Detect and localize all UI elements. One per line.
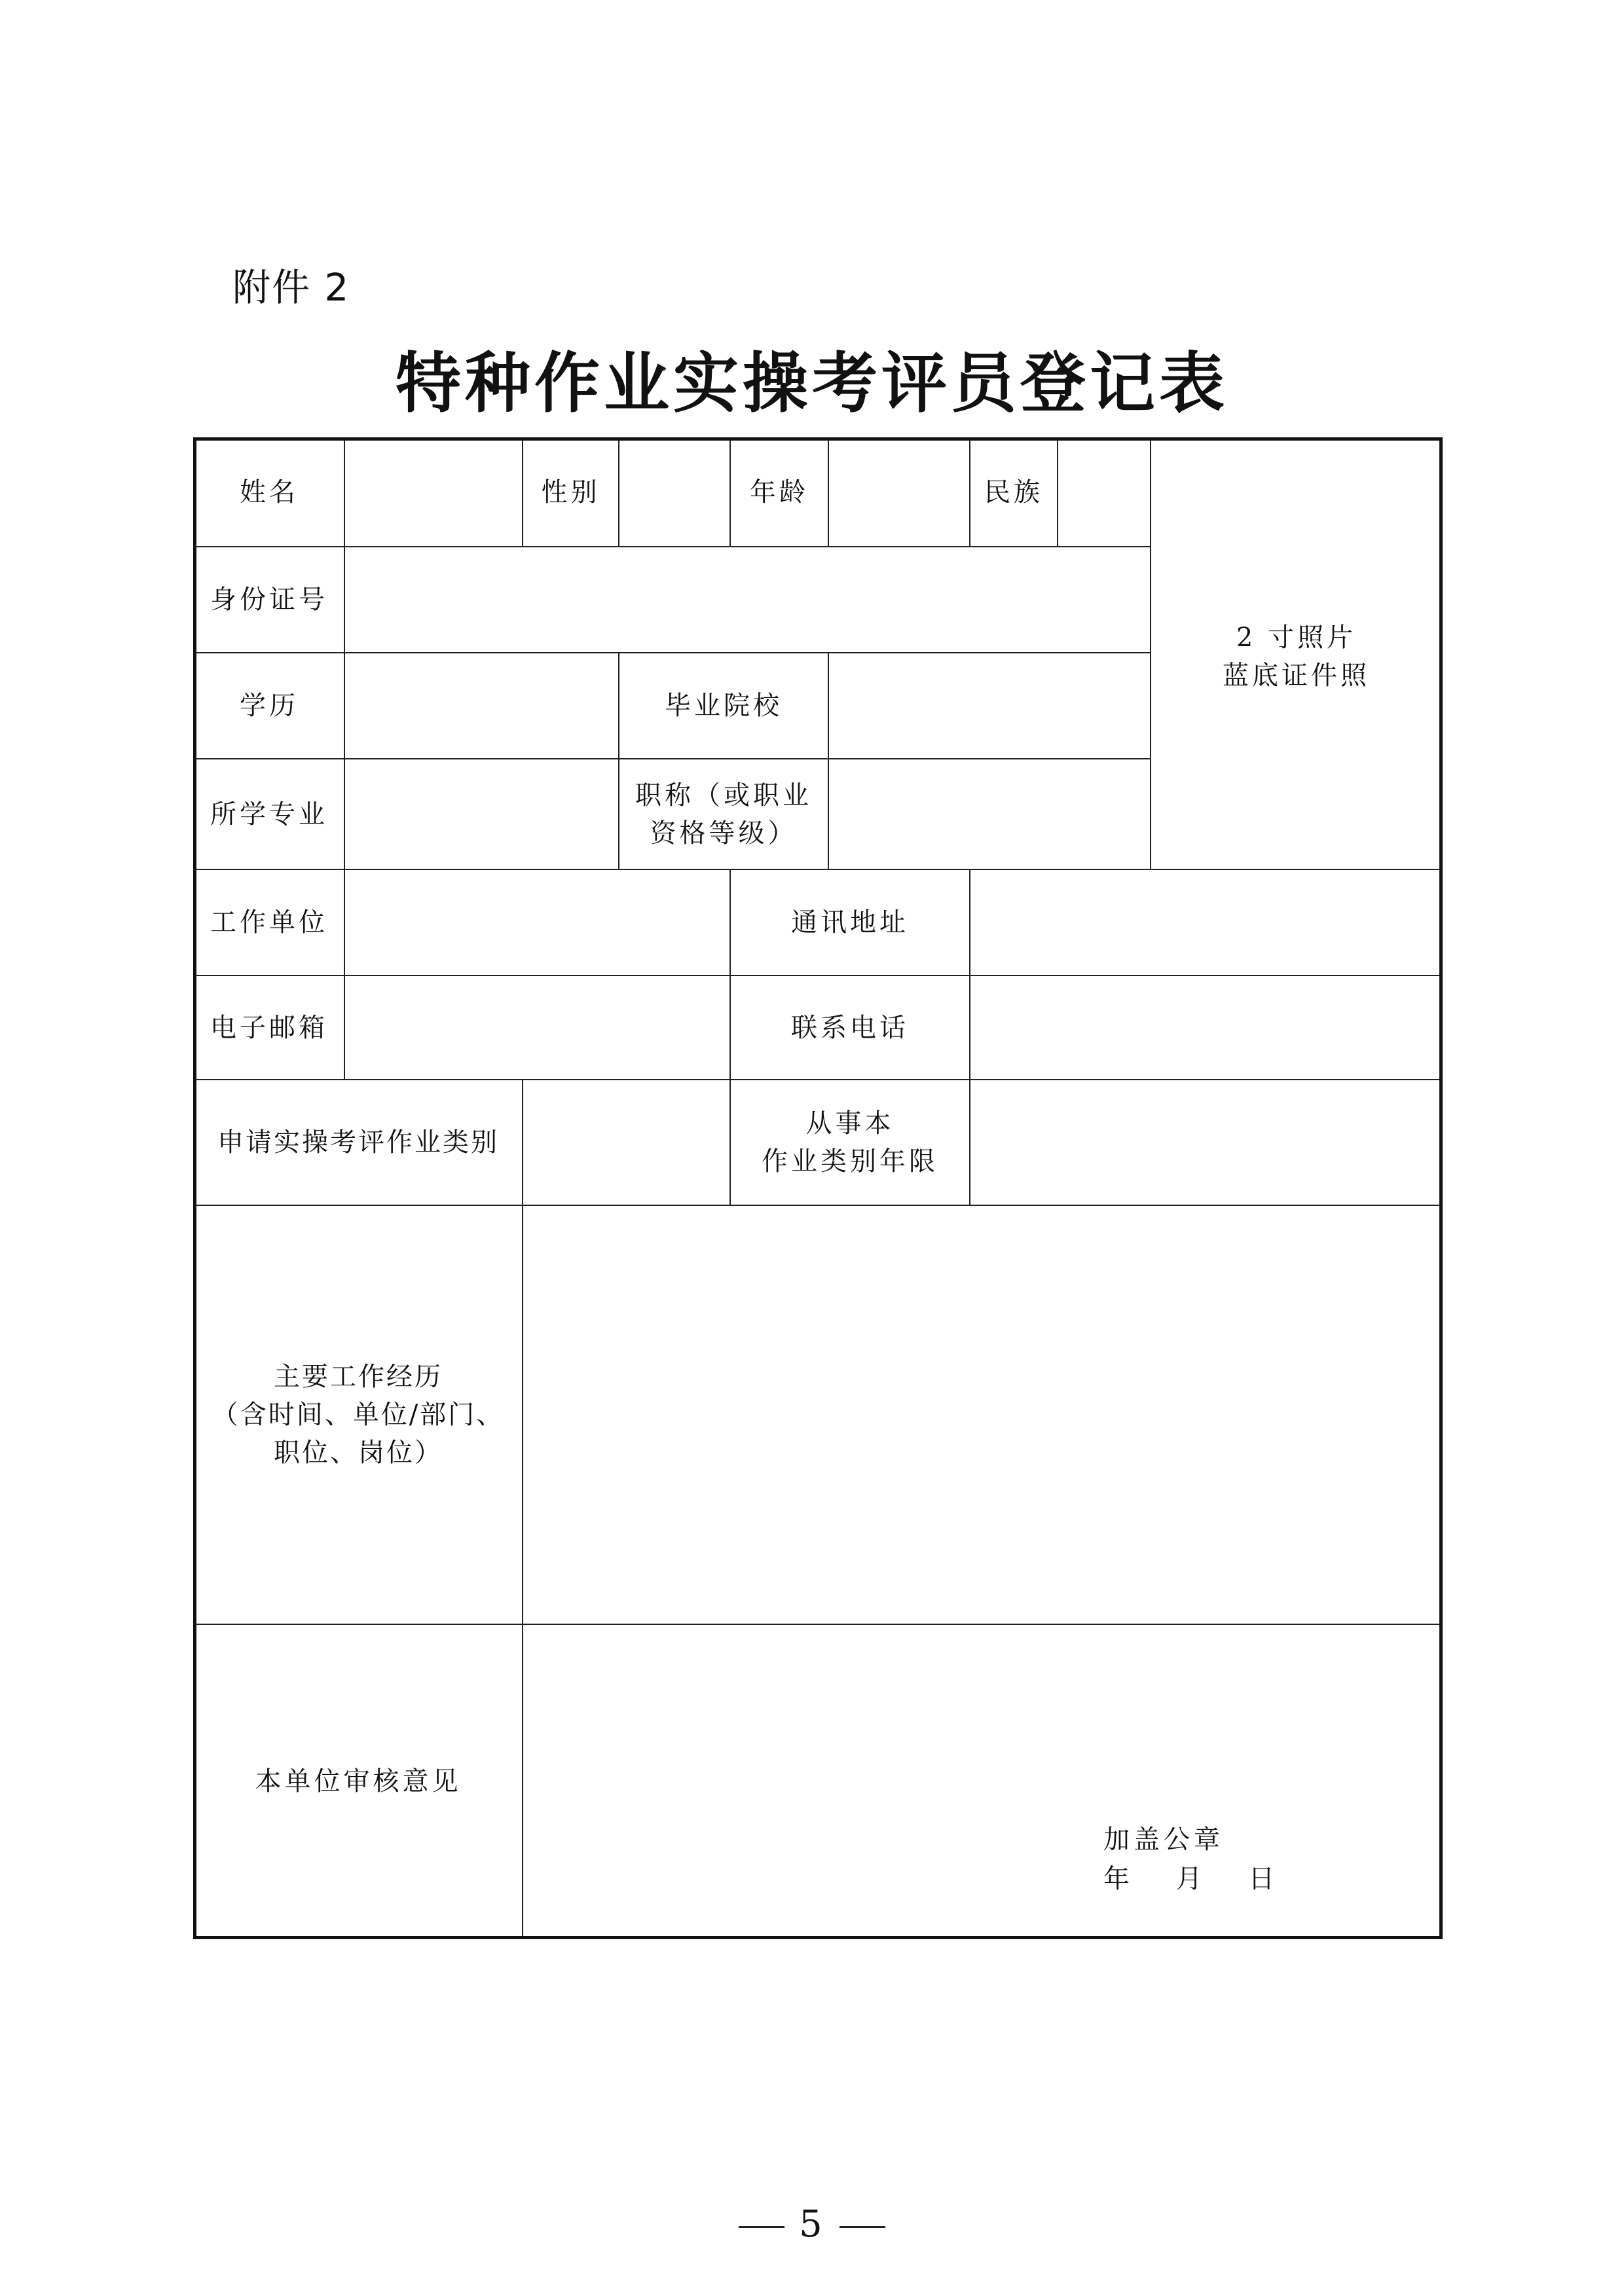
stamp-label: 加盖公章	[1103, 1825, 1224, 1855]
field-address[interactable]	[969, 869, 1443, 976]
field-age[interactable]	[828, 437, 970, 547]
photo-box[interactable]	[1150, 437, 1443, 870]
dash-right	[840, 2226, 885, 2228]
label-phone: 联系电话	[729, 975, 970, 1080]
field-id-number[interactable]	[344, 546, 1151, 653]
label-unit-review: 本单位审核意见	[193, 1624, 523, 1939]
years-line1: 从事本	[805, 1108, 895, 1139]
experience-line2: （含时间、单位/部门、	[212, 1400, 505, 1430]
label-address: 通讯地址	[729, 869, 970, 976]
field-gender[interactable]	[618, 437, 731, 547]
field-apply-category[interactable]	[522, 1079, 731, 1206]
label-years	[729, 1079, 970, 1206]
attachment-label: 附件 2	[232, 265, 350, 310]
field-work-experience[interactable]	[522, 1205, 1443, 1625]
photo-label-line2: 蓝底证件照	[1223, 661, 1370, 691]
field-graduate-school[interactable]	[828, 652, 1151, 759]
field-unit-review[interactable]	[522, 1624, 1443, 1939]
field-email[interactable]	[344, 975, 731, 1080]
label-professional-title	[618, 758, 829, 870]
years-line2: 作业类别年限	[762, 1146, 938, 1176]
page-number-block	[0, 2203, 1624, 2246]
label-major: 所学专业	[193, 758, 345, 870]
label-work-unit: 工作单位	[193, 869, 345, 976]
label-email: 电子邮箱	[193, 975, 345, 1080]
professional-title-line1: 职称（或职业	[635, 780, 812, 811]
label-education: 学历	[193, 652, 345, 759]
dash-left	[739, 2226, 784, 2228]
label-work-experience	[193, 1205, 523, 1625]
page-number: 5	[799, 2203, 825, 2246]
label-gender: 性别	[522, 437, 619, 547]
professional-title-line2: 资格等级）	[650, 818, 798, 848]
field-name[interactable]	[344, 437, 523, 547]
page-title: 特种作业实操考评员登记表	[396, 345, 1228, 422]
field-phone[interactable]	[969, 975, 1443, 1080]
date-label: 年 月 日	[1103, 1864, 1279, 1894]
field-education[interactable]	[344, 652, 619, 759]
label-id-number: 身份证号	[193, 546, 345, 653]
label-name: 姓名	[193, 437, 345, 547]
field-ethnicity[interactable]	[1057, 437, 1151, 547]
stamp-block	[1103, 1820, 1278, 1899]
field-professional-title[interactable]	[828, 758, 1151, 870]
field-major[interactable]	[344, 758, 619, 870]
experience-line1: 主要工作经历	[274, 1362, 443, 1392]
label-apply-category: 申请实操考评作业类别	[193, 1079, 523, 1206]
photo-label-line1: 2 寸照片	[1236, 623, 1357, 653]
field-years[interactable]	[969, 1079, 1443, 1206]
label-age: 年龄	[729, 437, 829, 547]
field-work-unit[interactable]	[344, 869, 731, 976]
experience-line3: 职位、岗位）	[274, 1438, 443, 1468]
label-ethnicity: 民族	[969, 437, 1058, 547]
label-graduate-school: 毕业院校	[618, 652, 829, 759]
